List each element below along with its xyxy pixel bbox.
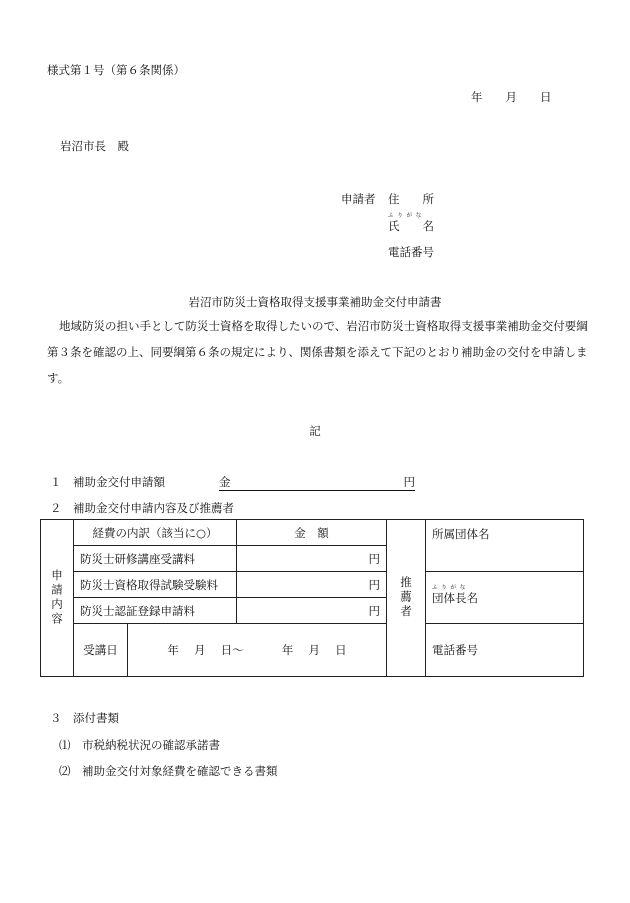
attachment-doc-1: ⑴ 市税納税状況の確認承諾書 (59, 738, 220, 752)
recommender-header: 推薦者 (387, 520, 426, 677)
expense-row-training-unit[interactable]: 円 (237, 546, 387, 572)
breakdown-header: 経費の内訳（該当に○） (74, 520, 237, 546)
date-line: 年 月 日 (471, 90, 552, 104)
leader-name-cell[interactable] (426, 572, 584, 624)
amount-suffix: 円 (403, 475, 415, 489)
addressee: 岩沼市長 殿 (60, 139, 129, 153)
expense-row-exam-unit[interactable]: 円 (237, 572, 387, 598)
amount-line (219, 474, 415, 491)
item3-label: ３ 添付書類 (50, 711, 119, 725)
applicant-name-ruby-wrap (388, 213, 434, 234)
applicant-name-label (388, 213, 434, 234)
applicant-name-ruby: ふ り が な (388, 213, 423, 219)
leader-name-ruby: ふ り が な (432, 584, 467, 591)
attachment-doc-2: ⑵ 補助金交付対象経費を確認できる書類 (59, 764, 278, 778)
application-table (40, 519, 584, 677)
expense-row-training: 防災士研修講座受講料 (74, 546, 237, 572)
leader-name-label: 団体長名 (432, 590, 479, 605)
item1-label: １ 補助金交付申請額 (50, 475, 165, 489)
applicant-phone-label: 電話番号 (388, 245, 434, 259)
applicant-address-label: 住 所 (388, 192, 434, 206)
attend-date-label: 受講日 (74, 624, 128, 677)
form-number: 様式第１号（第６条関係） (47, 63, 185, 77)
amount-header: 金 額 (237, 520, 387, 546)
leader-name-ruby-wrap (432, 584, 479, 606)
applicant-name-text: 氏 名 (388, 219, 434, 233)
recommender-phone-cell[interactable]: 電話番号 (426, 624, 584, 677)
body-text: 地域防災の担い手として防災士資格を取得したいので、岩沼市防災士資格取得支援事業補助金交付要綱第３条を確認の上、同要綱第６条の規定により、関係書類を添えて下記のとおり補助金の交付を申請します。 (47, 319, 588, 385)
item2-label: ２ 補助金交付申請内容及び推薦者 (50, 501, 234, 515)
org-name-cell[interactable]: 所属団体名 (426, 520, 584, 572)
attend-date-range[interactable]: 年 月 日〜 年 月 日 (128, 624, 387, 677)
ki-mark: 記 (309, 424, 321, 438)
expense-row-registration: 防災士認証登録申請料 (74, 598, 237, 624)
amount-prefix: 金 (219, 475, 231, 489)
expense-row-exam: 防災士資格取得試験受験料 (74, 572, 237, 598)
document-title: 岩沼市防災士資格取得支援事業補助金交付申請書 (188, 295, 442, 309)
applicant-label: 申請者 (341, 192, 376, 206)
application-content-header: 申請内容 (41, 520, 74, 677)
expense-row-registration-unit[interactable]: 円 (237, 598, 387, 624)
